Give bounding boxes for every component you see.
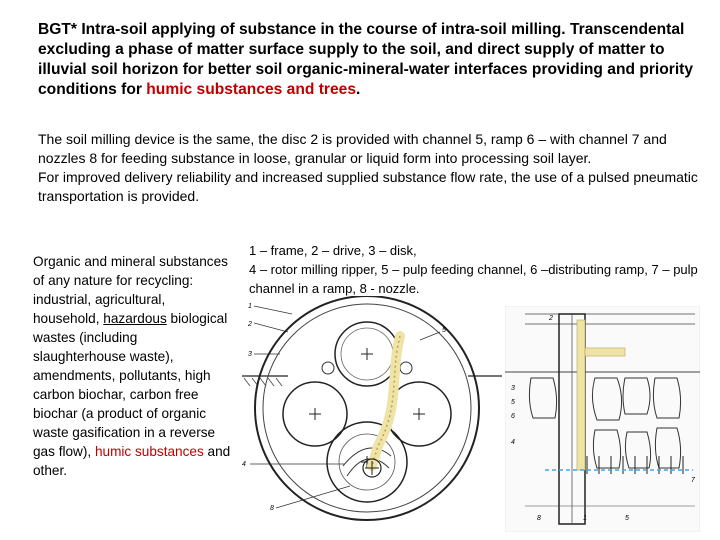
- substances-underlined: hazardous: [103, 311, 167, 326]
- fig1-label-8: 8: [270, 505, 274, 512]
- substances-highlight: humic substances: [94, 444, 204, 459]
- fig1-label-5: 5: [442, 327, 446, 334]
- title-highlight: humic substances and trees: [146, 81, 357, 98]
- description-paragraph-2: For improved delivery reliability and increased supplied substance flow rate, the use of a pulsed pneumatic transportation is provided.: [38, 169, 698, 204]
- fig2-label-5b: 5: [625, 515, 629, 522]
- fig1-label-3: 3: [248, 351, 252, 358]
- substances-rest: biological wastes (including slaughterhouse waste), amendments, pollutants, high carbon biochar, carbon free biochar (a product of organic waste gasification in a reverse gas flow),: [33, 311, 228, 459]
- fig2-label-8: 8: [537, 515, 541, 522]
- fig2-label-6: 6: [511, 413, 515, 420]
- fig1-label-2: 2: [248, 321, 252, 328]
- fig1-label-1: 1: [248, 303, 252, 310]
- caption-line-1: 1 – frame, 2 – drive, 3 – disk,: [249, 243, 417, 258]
- slide-title: [38, 20, 703, 100]
- fig1-label-4: 4: [242, 461, 246, 468]
- title-end: .: [356, 81, 361, 98]
- device-description: [38, 130, 703, 206]
- fig2-label-5: 5: [511, 399, 515, 406]
- figure-caption: [249, 241, 709, 298]
- fig2-label-2: 2: [549, 315, 553, 322]
- milling-device-diagram: [240, 296, 505, 524]
- soil-section-diagram: [505, 306, 700, 532]
- fig2-label-4: 4: [511, 439, 515, 446]
- caption-line-2: 4 – rotor milling ripper, 5 – pulp feeding channel, 6 –distributing ramp, 7 – pulp channel in a ramp, 8 - nozzle.: [249, 262, 698, 296]
- description-paragraph-1: The soil milling device is the same, the disc 2 is provided with channel 5, ramp 6 – with channel 7 and nozzles 8 for feeding substance in loose, granular or liquid form into processing soil layer.: [38, 131, 667, 166]
- fig2-label-1: 1: [583, 515, 587, 522]
- substances-list: [33, 252, 233, 480]
- substances-end: and other.: [33, 444, 231, 478]
- substances-intro: Organic and mineral substances of any nature for recycling: industrial, agricultural, household,: [33, 254, 228, 326]
- fig2-label-3: 3: [511, 385, 515, 392]
- title-main: BGT* Intra-soil applying of substance in the course of intra-soil milling. Transcendental excluding a phase of matter surface supply to the soil, and direct supply of matter to illuvial soil horizon for better soil organic-mineral-water interfaces providing and priority conditions for: [38, 21, 694, 98]
- fig2-label-7: 7: [691, 477, 695, 484]
